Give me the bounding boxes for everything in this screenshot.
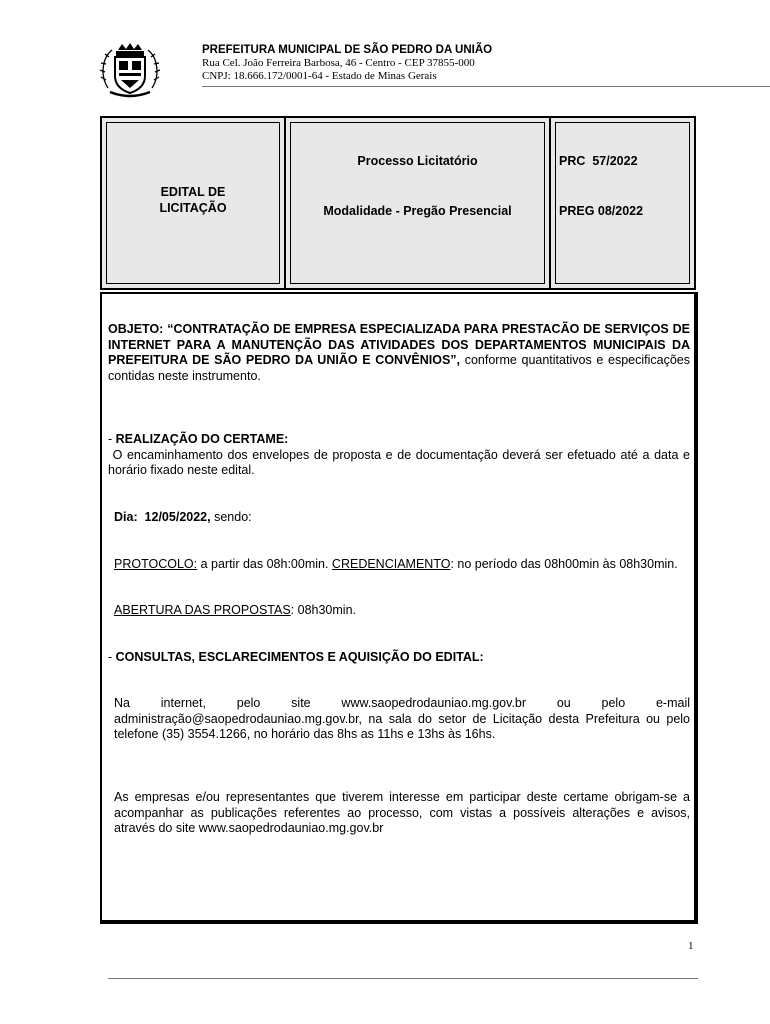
process-cell xyxy=(286,118,551,288)
realizacao-heading: REALIZAÇÃO DO CERTAME: xyxy=(115,432,289,446)
cell-frame xyxy=(555,122,690,284)
protocolo-label: PROTOCOLO: xyxy=(114,557,198,571)
preg-number: PREG 08/2022 xyxy=(559,204,644,218)
abertura-text: : 08h30min. xyxy=(290,603,356,617)
abertura-label: ABERTURA DAS PROPOSTAS xyxy=(114,603,291,617)
realizacao-section xyxy=(108,432,694,479)
objeto-bold: OBJETO: “CONTRATAÇÃO DE EMPRESA ESPECIALIZADA PARA PRESTACÃO DE SERVIÇOS DE INTERNET PARA A MANUTENÇÃO DAS ATIVIDADES DOS DEPARTAMENTOS MUNICIPAIS DA PREFEITURA DE SÃO PEDRO DA UNIÃO E CONVÊNIOS”, xyxy=(108,322,690,367)
municipality-cnpj: CNPJ: 18.666.172/0001-64 - Estado de Minas Gerais xyxy=(202,70,437,82)
objeto-paragraph xyxy=(108,322,690,384)
modalidade-label: Modalidade - Pregão Presencial xyxy=(323,204,512,218)
footer-divider xyxy=(108,978,698,979)
objeto-text: conforme quantitativos e especificações contidas neste instrumento. xyxy=(108,353,690,383)
empresas-paragraph: As empresas e/ou representantes que tiverem interesse em participar deste certame obrigam-se a acompanhar as publicações referentes ao processo, com vistas a possíveis alterações e avisos, através do site www.saopedrodauniao.mg.gov.br xyxy=(114,790,690,835)
dia-line xyxy=(114,510,690,526)
consultas-heading: CONSULTAS, ESCLARECIMENTOS E AQUISIÇÃO DO EDITAL: xyxy=(115,650,484,664)
protocolo-text: a partir das 08h:00min. xyxy=(197,557,332,571)
consultas-heading-line xyxy=(108,650,690,666)
page-number: 1 xyxy=(688,940,694,952)
realizacao-text: O encaminhamento dos envelopes de proposta e de documentação deverá ser efetuado até a data e horário fixado neste edital. xyxy=(108,447,694,477)
municipality-name: PREFEITURA MUNICIPAL DE SÃO PEDRO DA UNIÃO xyxy=(202,44,493,56)
consultas-paragraph: Na internet, pelo site www.saopedrodauniao.mg.gov.br ou pelo e-mail administração@saopedrodauniao.mg.gov.br, na sala do setor de Licitação desta Prefeitura ou pelo telefone (35) 3554.1266, no horário das 8hs as 11hs e 13hs às 16hs. xyxy=(114,696,690,741)
credenciamento-text: : no período das 08h00min às 08h30min. xyxy=(450,557,678,571)
edital-title xyxy=(102,184,284,216)
consultas-dash: - xyxy=(108,650,116,664)
protocolo-paragraph xyxy=(108,557,690,573)
edital-title-cell xyxy=(102,118,286,288)
abertura-line xyxy=(114,603,690,619)
letterhead xyxy=(98,40,698,90)
realizacao-dash: - xyxy=(108,432,116,446)
number-cell xyxy=(551,118,694,288)
municipality-address: Rua Cel. João Ferreira Barbosa, 46 - Centro - CEP 37855-000 xyxy=(202,57,475,69)
dia-label: Dia: 12/05/2022, xyxy=(114,510,211,524)
letterhead-divider xyxy=(202,86,770,87)
credenciamento-label: CREDENCIAMENTO xyxy=(331,557,451,571)
edital-title-line2: LICITAÇÃO xyxy=(159,201,227,215)
dia-text: sendo: xyxy=(210,510,252,524)
cell-frame xyxy=(290,122,545,284)
edital-body xyxy=(100,292,698,924)
edital-title-line1: EDITAL DE xyxy=(160,185,226,199)
coat-of-arms-icon xyxy=(98,40,162,100)
prc-number: PRC 57/2022 xyxy=(559,154,638,168)
processo-label: Processo Licitatório xyxy=(357,154,478,168)
edital-header-table xyxy=(100,116,696,290)
